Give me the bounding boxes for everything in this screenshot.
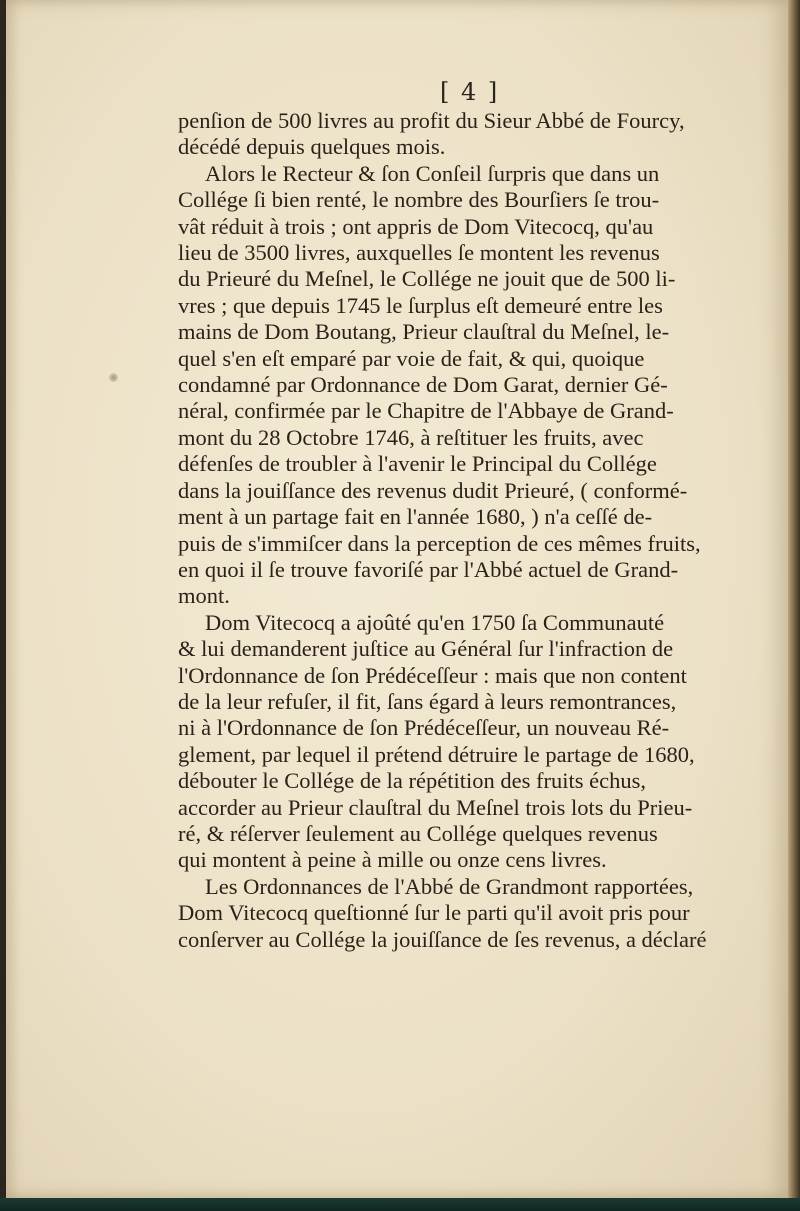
- text-line: de la leur refuſer, il fit, ſans égard à leurs remontrances,: [178, 688, 677, 714]
- text-line: accorder au Prieur clauſtral du Meſnel trois lots du Prieu-: [178, 794, 693, 820]
- text-line: mont.: [178, 583, 230, 609]
- paragraph-start-line: Alors le Recteur & ſon Conſeil ſurpris que dans un: [205, 160, 660, 186]
- text-line: Collége ſi bien renté, le nombre des Bourſiers ſe trou-: [178, 187, 660, 213]
- text-line: néral, confirmée par le Chapitre de l'Abbaye de Grand-: [178, 398, 674, 424]
- text-line: vres ; que depuis 1745 le ſurplus eſt demeuré entre les: [178, 292, 663, 318]
- text-line: ment à un partage fait en l'année 1680, ) n'a ceſſé de-: [178, 504, 653, 530]
- text-line: conſerver au Collége la jouiſſance de ſes revenus, a déclaré: [178, 926, 707, 952]
- text-line: puis de s'immiſcer dans la perception de ces mêmes fruits,: [178, 530, 701, 556]
- text-line: vât réduit à trois ; ont appris de Dom Vitecocq, qu'au: [178, 213, 654, 239]
- body-text: [178, 108, 778, 953]
- text-line: condamné par Ordonnance de Dom Garat, dernier Gé-: [178, 372, 668, 398]
- book-binding-edge: [788, 0, 800, 1211]
- text-line: penſion de 500 livres au profit du Sieur Abbé de Fourcy,: [178, 108, 685, 133]
- text-line: du Prieuré du Meſnel, le Collége ne jouit que de 500 li-: [178, 266, 676, 292]
- text-line: ni à l'Ordonnance de ſon Prédéceſſeur, un nouveau Ré-: [178, 715, 670, 741]
- page-number: [ 4 ]: [440, 78, 500, 106]
- text-line: Dom Vitecocq queſtionné ſur le parti qu'il avoit pris pour: [178, 900, 690, 926]
- text-line: défenſes de troubler à l'avenir le Principal du Collége: [178, 451, 657, 477]
- text-line: décédé depuis quelques mois.: [178, 134, 446, 160]
- text-line: qui montent à peine à mille ou onze cens livres.: [178, 847, 607, 873]
- paragraph-start-line: Dom Vitecocq a ajoûté qu'en 1750 ſa Communauté: [205, 609, 665, 635]
- text-line: mont du 28 Octobre 1746, à reſtituer les fruits, avec: [178, 424, 644, 450]
- text-line: lieu de 3500 livres, auxquelles ſe montent les revenus: [178, 240, 660, 266]
- text-line: débouter le Collége de la répétition des fruits échus,: [178, 768, 646, 794]
- text-line: en quoi il ſe trouve favoriſé par l'Abbé actuel de Grand-: [178, 556, 679, 582]
- text-line: mains de Dom Boutang, Prieur clauſtral du Meſnel, le-: [178, 319, 670, 345]
- text-line: l'Ordonnance de ſon Prédéceſſeur : mais que non content: [178, 662, 687, 688]
- text-line: dans la jouiſſance des revenus dudit Prieuré, ( conformé-: [178, 477, 688, 503]
- scan-background-strip: [0, 1198, 800, 1211]
- text-line: & lui demanderent juſtice au Général ſur l'infraction de: [178, 636, 674, 662]
- text-line: quel s'en eſt emparé par voie de fait, & qui, quoique: [178, 345, 645, 371]
- paper-spot: [109, 373, 118, 382]
- book-page: [6, 0, 790, 1198]
- text-line: glement, par lequel il prétend détruire le partage de 1680,: [178, 741, 695, 767]
- paragraph-start-line: Les Ordonnances de l'Abbé de Grandmont rapportées,: [205, 873, 694, 899]
- text-line: ré, & réſerver ſeulement au Collége quelques revenus: [178, 820, 658, 846]
